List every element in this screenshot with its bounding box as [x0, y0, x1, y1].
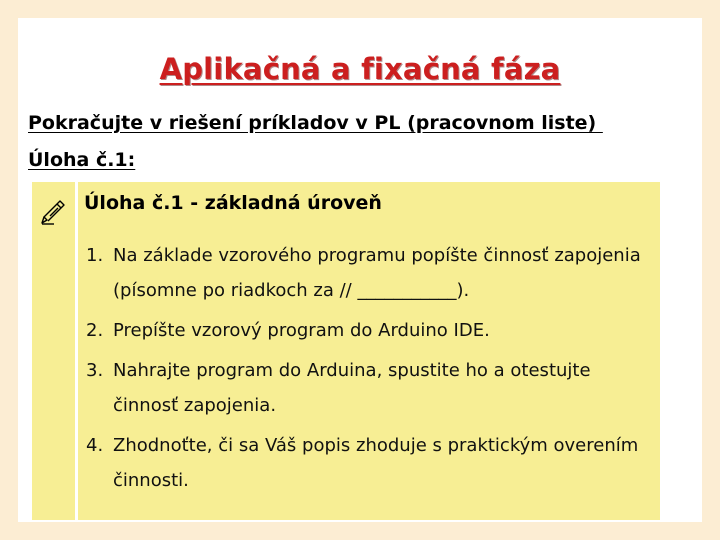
task-label: Úloha č.1: [28, 149, 136, 171]
step-number: 2. [86, 320, 104, 341]
instruction-line: Pokračujte v riešení príkladov v PL (pracovnom liste) [28, 112, 603, 134]
slide [18, 18, 702, 522]
step-number: 4. [86, 435, 104, 456]
slide-title: Aplikačná a fixačná fáza [159, 52, 561, 86]
task-step [86, 353, 656, 423]
step-text: Zhodnoťte, či sa Váš popis zhoduje s praktickým overením činnosti. [113, 435, 639, 491]
task-box [32, 182, 660, 520]
task-step [86, 238, 656, 308]
step-text: Nahrajte program do Arduina, spustite ho a otestujte činnosť zapojenia. [113, 360, 591, 416]
step-number: 1. [86, 245, 104, 266]
step-number: 3. [86, 360, 104, 381]
task-step [86, 428, 656, 498]
task-heading: Úloha č.1 - základná úroveň [84, 192, 382, 214]
step-text: Prepíšte vzorový program do Arduino IDE. [113, 320, 490, 341]
task-steps [86, 238, 656, 503]
task-step [86, 313, 656, 348]
icon-column [32, 182, 78, 520]
step-text: Na základe vzorového programu popíšte činnosť zapojenia (písomne po riadkoch za // ___________). [113, 245, 641, 301]
pencil-icon [38, 196, 68, 226]
